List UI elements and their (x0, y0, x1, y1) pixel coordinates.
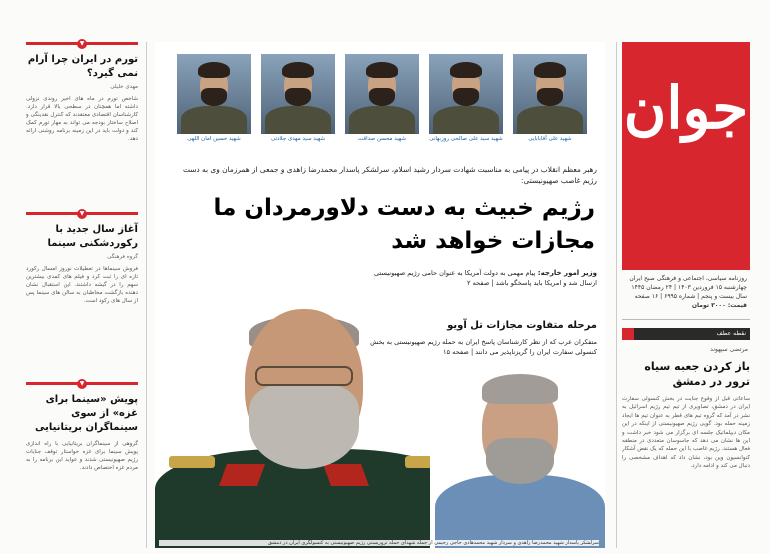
martyr-portrait (429, 54, 503, 144)
martyr-portrait (513, 54, 587, 144)
foreign-minister-story[interactable] (357, 268, 597, 288)
story-body: پیام مهمی به دولت آمریکا به عنوان حامی رژیم صهیونیستی ارسال شد و امریکا باید پاسخگو باشد | صفحه ۲ (373, 269, 597, 287)
meta-line: روزنامه سیاسی، اجتماعی و فرهنگی صبح ایران (629, 275, 747, 282)
left-story-author: مهدی خلیلی (110, 84, 138, 90)
column-divider (146, 42, 147, 548)
sub-headline[interactable]: مرحله متفاوت مجازات تل آویو (447, 320, 597, 331)
right-story-title[interactable]: باز کردن جعبه سیاه ترور در دمشق (644, 360, 750, 388)
section-tag (622, 328, 750, 340)
portrait-photo (429, 54, 503, 134)
portrait-caption: شهید علی آقابابایی (528, 136, 572, 142)
portrait-photo (345, 54, 419, 134)
left-story-title[interactable]: آغاز سال جدید با رکوردشکنی سینما (47, 224, 138, 249)
portrait-caption: شهید سید مهدی جلادتی (270, 136, 325, 142)
logo-text: جوان (623, 74, 749, 142)
price: قیمت: ۳۰۰۰ تومان (691, 302, 747, 309)
main-headline[interactable]: رژیم خبیث به دست دلاورمردان ما مجازات خواهد شد (213, 195, 595, 254)
masthead-logo (622, 42, 750, 270)
left-story-body: فروش سینماها در تعطیلات نوروز امسال رکورد تازه ای را ثبت کرد و فیلم های کمدی بیشترین سهم را در گیشه داشتند. این استقبال نشان دهنده بازگشت مخاطبان به سالن های سینما پس از سال های رکود است. (26, 266, 138, 304)
section-tag-square-icon (622, 328, 634, 340)
meta-line: سال بیست و پنجم | شماره ۶۹۹۵ | ۱۶ صفحه (634, 293, 747, 300)
red-rule (26, 212, 138, 215)
masthead-column (622, 42, 750, 548)
main-story-area (155, 42, 605, 548)
left-column (26, 42, 138, 548)
martyr-portrait (261, 54, 335, 144)
left-story-author: گروه فرهنگی (107, 254, 138, 260)
marker-icon: ▼ (77, 209, 87, 219)
column-divider (616, 42, 617, 548)
left-story-title[interactable]: تورم در ایران چرا آرام نمی گیرد؟ (27, 54, 138, 79)
left-story[interactable] (26, 382, 138, 542)
right-story-author: مرتضی سپهوند (710, 346, 748, 353)
commander-photo (155, 264, 465, 548)
second-commander-photo (430, 360, 605, 548)
left-story-body: گروهی از سینماگران بریتانیایی با راه اندازی پویش سینما برای غزه خواستار توقف جنایات رژیم صهیونیستی شدند و عواید این برنامه را به مردم غزه اختصاص دادند. (26, 441, 138, 471)
marker-icon: ▼ (77, 39, 87, 49)
martyr-portraits (177, 54, 587, 144)
portrait-photo (261, 54, 335, 134)
portrait-caption: شهید سید علی صالحی روزبهانی (429, 136, 503, 142)
red-rule (26, 382, 138, 385)
martyr-portrait (177, 54, 251, 144)
martyr-portrait (345, 54, 419, 144)
right-story-body: ساعاتی قبل از وقوع جنایت در بخش کنسولی سفارت ایران در دمشق، تصاویری از تیم تیم رژیم اسرائیل به نشر در آمد که گروه تیم های قطر به عنوان تیم ها ایجاد زمینه حمله بود. گویی رژیم صهیونیستی از اینکه در این مکان دیپلماتیک جلسه ای برگزار می شود خبر داشت و این ها نشان می دهد که جاسوسان متعددی در منطقه فعال هستند. رژیم غاصب با این حمله که یک نقض آشکار کنوانسیون وین بود، نشان داد که اهداف مشخصی را دنبال می کند و ادامه دارد. (622, 396, 750, 470)
left-story-body: شاخص تورم در ماه های اخیر روندی نزولی داشته اما همچنان در سطحی بالا قرار دارد. کارشناسان اقتصادی معتقدند که کنترل نقدینگی و اصلاح ساختار بودجه می تواند به مهار تورم کمک کند و دولت باید در این زمینه برنامه روشنی ارائه دهد. (26, 96, 138, 142)
story-lead: وزیر امور خارجه: (535, 269, 597, 277)
portrait-photo (513, 54, 587, 134)
portrait-caption: شهید حسین امان اللهی (187, 136, 241, 142)
meta-line: چهارشنبه ۱۵ فروردین ۱۴۰۳ | ۲۴ رمضان ۱۴۴۵ (631, 284, 747, 291)
left-story-title[interactable]: پویش «سینما برای غزه» از سوی سینماگران بریتانیایی (35, 394, 138, 433)
headline-kicker: رهبر معظم انقلاب در پیامی به مناسبت شهادت سردار رشید اسلام، سرلشکر پاسدار محمدرضا زاهدی و جمعی از همرزمان وی به دست رژیم غاصب صهیونیستی: (182, 165, 597, 185)
masthead-meta (622, 270, 750, 320)
left-story[interactable] (26, 42, 138, 212)
portrait-caption: شهید محسن صداقت (358, 136, 406, 142)
portrait-photo (177, 54, 251, 134)
section-tag-label: نقطه عطف (716, 330, 746, 337)
marker-icon: ▼ (77, 379, 87, 389)
left-story[interactable] (26, 212, 138, 382)
red-rule (26, 42, 138, 45)
photo-caption: سرلشکر پاسدار شهید محمدرضا زاهدی و سردار شهید محمدهادی حاجی رحیمی از جمله شهدای حمله تروریستی رژیم صهیونیستی به کنسولگری ایران در دمشق (159, 540, 599, 546)
sub-story-body: متفکران عرب که از نظر کارشناسان پاسخ ایران به حمله رژیم صهیونیستی به بخش کنسولی سفارت ایران را گریزناپذیر می دانند | صفحه ۱۵ (370, 338, 597, 356)
